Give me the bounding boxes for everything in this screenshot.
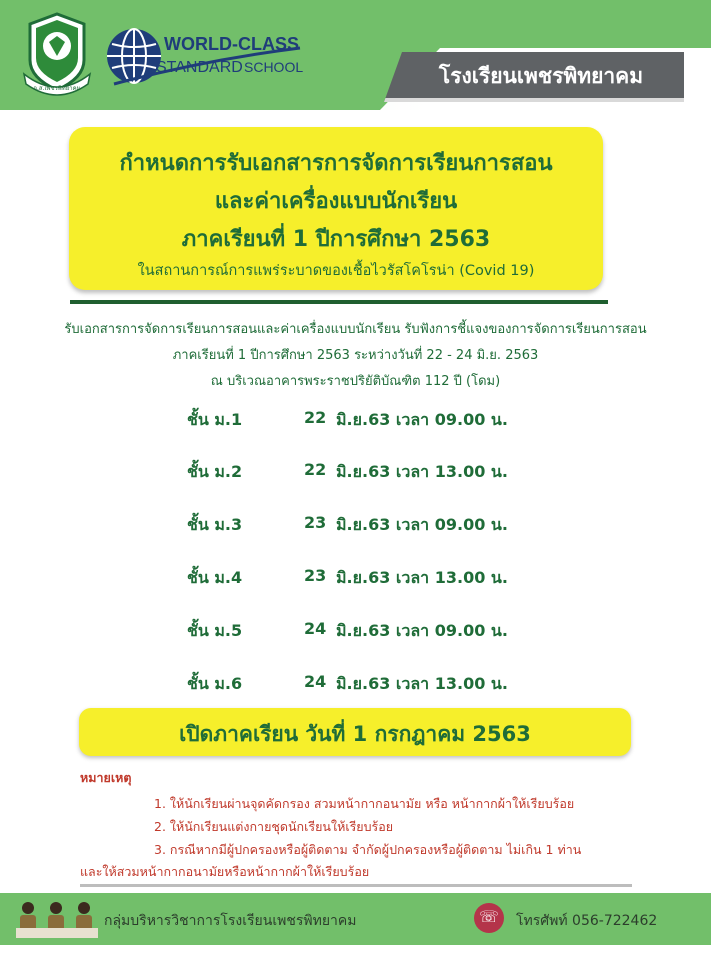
svg-text:STANDARD: STANDARD bbox=[156, 59, 243, 76]
title-box bbox=[69, 127, 603, 290]
schedule-grade: ชั้น ม.6 bbox=[187, 674, 243, 693]
schedule-time: มิ.ย.63 เวลา 13.00 น. bbox=[336, 462, 508, 481]
schedule-day: 22 bbox=[304, 460, 327, 479]
footer-divider bbox=[80, 884, 632, 887]
schedule-day: 24 bbox=[304, 619, 327, 638]
title-line-4: ในสถานการณ์การแพร่ระบาดของเชื้อไวรัสโคโรน่า (Covid 19) bbox=[137, 263, 535, 279]
schedule-row bbox=[0, 408, 711, 434]
schedule-grade: ชั้น ม.5 bbox=[187, 621, 243, 640]
note-item: 1. ให้นักเรียนผ่านจุดคัดกรอง สวมหน้ากากอนามัย หรือ หน้ากากผ้าให้เรียบร้อย bbox=[154, 796, 575, 811]
schedule-row bbox=[0, 672, 711, 698]
schedule-row bbox=[0, 460, 711, 486]
note-item-continued: และให้สวมหน้ากากอนามัยหรือหน้ากากผ้าให้เรียบร้อย bbox=[80, 864, 370, 879]
schedule-grade: ชั้น ม.1 bbox=[187, 410, 243, 429]
schedule-day: 24 bbox=[304, 672, 327, 691]
title-line-2: และค่าเครื่องแบบนักเรียน bbox=[214, 189, 458, 214]
schedule-day: 23 bbox=[304, 566, 327, 585]
info-line-3: ณ บริเวณอาคารพระราชปริยัติบัณฑิต 112 ปี (โดม) bbox=[210, 374, 501, 389]
title-line-1: กำหนดการรับเอกสารการจัดการเรียนการสอน bbox=[119, 151, 553, 176]
schedule-time: มิ.ย.63 เวลา 09.00 น. bbox=[336, 410, 508, 429]
section-divider bbox=[70, 300, 608, 304]
world-class-standard-school-logo bbox=[104, 20, 304, 90]
notes-heading: หมายเหตุ bbox=[80, 770, 132, 785]
info-line-2: ภาคเรียนที่ 1 ปีการศึกษา 2563 ระหว่างวันที่ 22 - 24 มิ.ย. 2563 bbox=[172, 348, 539, 363]
footer-bottom-strip bbox=[0, 945, 711, 960]
open-term-box bbox=[79, 708, 631, 756]
svg-text:WORLD-CLASS: WORLD-CLASS bbox=[164, 34, 299, 54]
schedule-row bbox=[0, 619, 711, 645]
svg-text:SCHOOL: SCHOOL bbox=[244, 59, 304, 75]
schedule-day: 22 bbox=[304, 408, 327, 427]
schedule-row bbox=[0, 566, 711, 592]
footer-department: กลุ่มบริหารวิชาการโรงเรียนเพชรพิทยาคม bbox=[104, 913, 357, 929]
school-name: โรงเรียนเพชรพิทยาคม bbox=[438, 64, 644, 88]
schedule-time: มิ.ย.63 เวลา 09.00 น. bbox=[336, 621, 508, 640]
phone-icon: ☏ bbox=[474, 903, 504, 933]
schedule-time: มิ.ย.63 เวลา 09.00 น. bbox=[336, 515, 508, 534]
schedule-grade: ชั้น ม.2 bbox=[187, 462, 243, 481]
staff-illustration-icon bbox=[14, 898, 100, 942]
schedule-row bbox=[0, 513, 711, 539]
schedule-time: มิ.ย.63 เวลา 13.00 น. bbox=[336, 568, 508, 587]
schedule-grade: ชั้น ม.4 bbox=[187, 568, 243, 587]
svg-text:อ.ส.เพชรพิทยาคม: อ.ส.เพชรพิทยาคม bbox=[33, 85, 81, 92]
info-line-1: รับเอกสารการจัดการเรียนการสอนและค่าเครื่องแบบนักเรียน รับฟังการชี้แจงของการจัดการเรียนการสอน bbox=[64, 322, 647, 337]
schedule-time: มิ.ย.63 เวลา 13.00 น. bbox=[336, 674, 508, 693]
schedule-grade: ชั้น ม.3 bbox=[187, 515, 243, 534]
note-item: 3. กรณีหากมีผู้ปกครองหรือผู้ติดตาม จำกัดผู้ปกครองหรือผู้ติดตาม ไม่เกิน 1 ท่าน bbox=[154, 842, 582, 857]
note-item: 2. ให้นักเรียนแต่งกายชุดนักเรียนให้เรียบร้อย bbox=[154, 819, 394, 834]
schedule-day: 23 bbox=[304, 513, 327, 532]
school-crest-logo bbox=[22, 10, 92, 96]
footer-phone: โทรศัพท์ 056-722462 bbox=[516, 913, 658, 929]
title-line-3: ภาคเรียนที่ 1 ปีการศึกษา 2563 bbox=[181, 227, 491, 252]
open-term-text: เปิดภาคเรียน วันที่ 1 กรกฎาคม 2563 bbox=[179, 722, 531, 746]
